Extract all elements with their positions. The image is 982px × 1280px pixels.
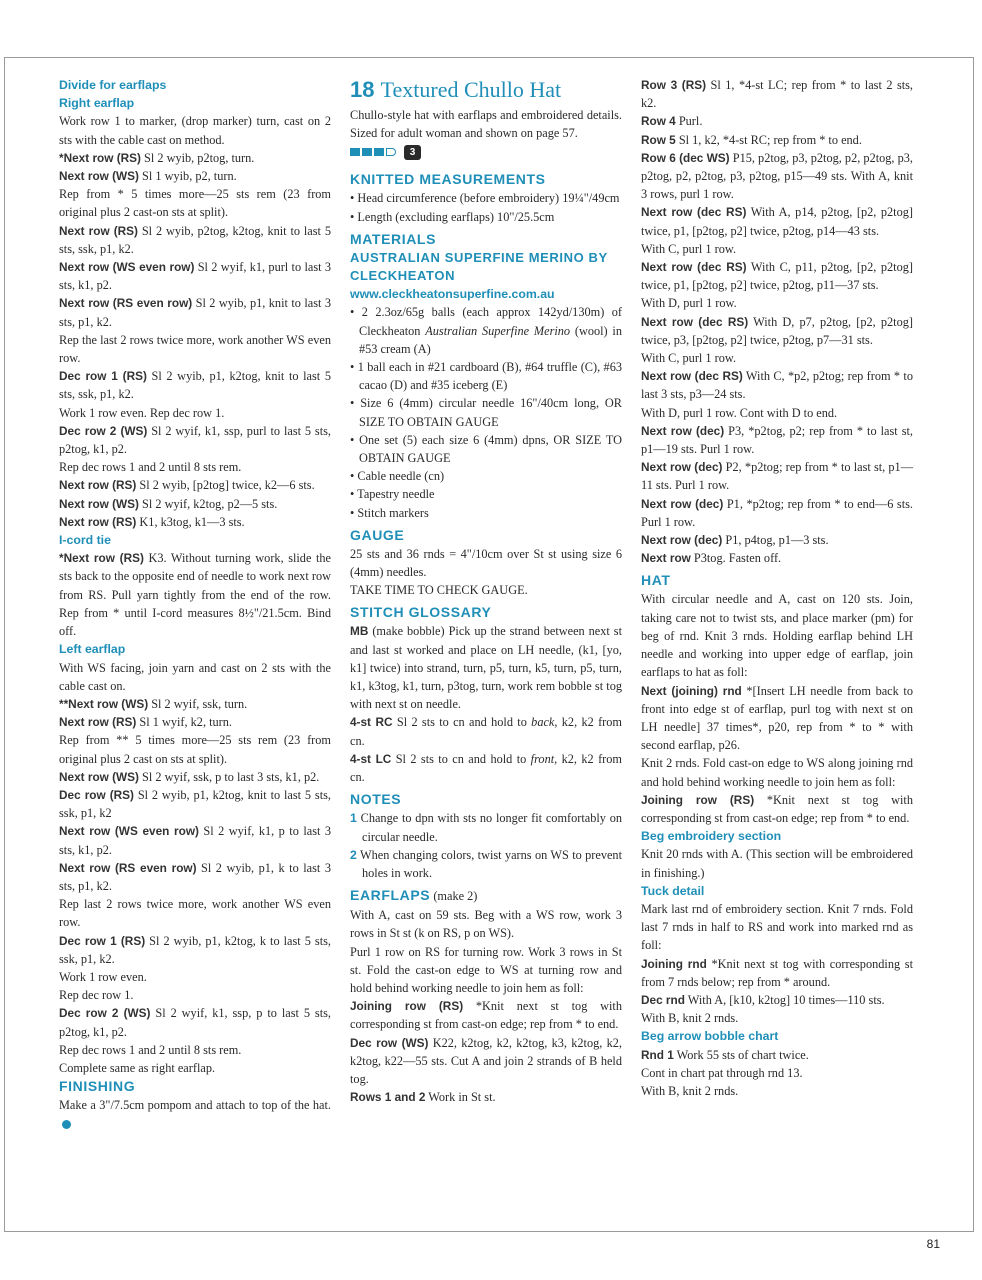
instruction-paragraph — [641, 76, 913, 112]
bullet-icon: • — [350, 209, 358, 224]
instruction-paragraph — [641, 349, 913, 367]
instruction-label: Dec row (RS) — [59, 787, 134, 802]
instruction-paragraph — [350, 713, 622, 749]
instruction-paragraph — [350, 1034, 622, 1089]
instruction-text: With A, p14, p2tog, [p2, p2tog] twice, p1, [p2tog, p2] twice, p2tog, p14—43 sts. — [641, 205, 913, 238]
subsection-heading: I-cord tie — [59, 533, 111, 548]
instruction-text: Sl 2 sts to cn and hold to — [392, 715, 532, 730]
instruction-text: Size 6 (4mm) circular needle 16"/40cm long, OR SIZE TO OBTAIN GAUGE — [359, 396, 622, 429]
yarn-website: www.cleckheatonsuperfine.com.au — [350, 287, 555, 302]
instruction-paragraph — [350, 906, 622, 942]
instruction-label: Row 5 — [641, 132, 676, 147]
instruction-label: Dec row 2 (WS) — [59, 423, 148, 438]
skill-level-badge: 3 — [404, 145, 421, 160]
instruction-text: Sl 1, k2, *4-st RC; rep from * to end. — [675, 132, 862, 147]
instruction-paragraph — [641, 682, 913, 755]
instruction-text: Sl 2 wyif, k1, p to last 3 sts, k1, p2. — [59, 824, 332, 857]
instruction-label: Next row (dec) — [641, 423, 725, 438]
instruction-text-tail: , k2, k2 from cn. — [350, 751, 622, 785]
instruction-paragraph — [350, 750, 622, 786]
instruction-text: Sl 2 sts to cn and hold to — [391, 751, 531, 766]
instruction-text: Work 1 row even. Rep dec row 1. — [59, 405, 225, 420]
instruction-paragraph — [59, 822, 331, 858]
instruction-paragraph — [59, 986, 331, 1004]
instruction-text: Rep dec rows 1 and 2 until 8 sts rem. — [59, 1042, 242, 1057]
skill-bar-icon — [362, 148, 372, 156]
instruction-paragraph — [641, 458, 913, 494]
instruction-paragraph — [641, 549, 913, 567]
instruction-paragraph — [641, 900, 913, 955]
instruction-label: Dec row 1 (RS) — [59, 933, 146, 948]
instruction-label: MB — [350, 624, 369, 639]
instruction-label: Dec row 2 (WS) — [59, 1006, 151, 1021]
bullet-icon: • — [350, 487, 358, 502]
instruction-text: Make a 3"/7.5cm pompom and attach to top of the hat. — [59, 1098, 331, 1113]
instruction-text: With B, knit 2 rnds. — [641, 1083, 739, 1098]
instruction-label: Row 6 (dec WS) — [641, 150, 730, 165]
instruction-text: P3, *p2tog, p2; rep from * to last st, p1—19 sts. Purl 1 row. — [641, 423, 913, 457]
instruction-paragraph — [350, 581, 622, 599]
instruction-text: Cable needle (cn) — [357, 469, 445, 484]
instruction-text: Purl. — [675, 114, 703, 129]
instruction-text: Sl 2 wyib, p2tog, k2tog, knit to last 5 sts, ssk, p1, k2. — [59, 223, 331, 256]
materials-list-item — [350, 303, 622, 358]
instruction-text: Head circumference (before embroidery) 19¼"/49cm — [357, 191, 620, 206]
instruction-paragraph — [641, 754, 913, 790]
instruction-paragraph — [641, 404, 913, 422]
instruction-text: When changing colors, twist yarns on WS to prevent holes in work. — [360, 847, 622, 880]
materials-list-item — [350, 208, 622, 226]
instruction-text: Rep the last 2 rows twice more, work another WS even row. — [59, 332, 331, 366]
instruction-text: Work in St st. — [425, 1090, 496, 1105]
bullet-icon: • — [350, 360, 358, 375]
materials-list-item — [350, 504, 622, 522]
skill-level-indicator — [350, 142, 622, 162]
instruction-text: P15, p2tog, p3, p2tog, p2, p2tog, p3, p2tog, p2, p2tog, p3, p2tog, p15—49 sts. With A, knit 3 rows, purl 1 row. — [641, 150, 913, 202]
instruction-label: Next row (dec) — [641, 533, 723, 548]
instruction-paragraph — [350, 1088, 622, 1106]
bullet-icon: • — [350, 432, 360, 447]
page-number: 81 — [926, 1237, 940, 1251]
instruction-label: Dec rnd — [641, 992, 685, 1007]
instruction-label: Next row (RS) — [59, 223, 138, 238]
section-heading — [350, 603, 622, 622]
instruction-text: One set (5) each size 6 (4mm) dpns, OR SIZE TO OBTAIN GAUGE — [359, 432, 622, 466]
instruction-text: 25 sts and 36 rnds = 4"/10cm over St st using size 6 (4mm) needles. — [350, 546, 622, 580]
instruction-text: K3. Without turning work, slide the sts back to the opposite end of needle to work next row from RS. Pull yarn tightly from the end of the row. Rep from * until I-cord measures 8½"/21.5cm. Bind off. — [59, 551, 331, 639]
instruction-text: Complete same as right earflap. — [59, 1060, 216, 1075]
subsection-heading: Right earflap — [59, 96, 135, 111]
instruction-text: Sl 2 wyib, [p2tog] twice, k2—6 sts. — [136, 478, 315, 493]
instruction-text: Sl 1, *4-st LC; rep from * to last 2 sts, k2. — [641, 78, 914, 111]
instruction-paragraph — [59, 112, 331, 148]
instruction-label: Next row (RS) — [59, 478, 137, 493]
instruction-paragraph — [641, 149, 913, 204]
section-heading-note: (make 2) — [430, 889, 478, 904]
italic-text: back — [531, 715, 555, 730]
instruction-text: 2 2.3oz/65g balls (each approx 142yd/130m) of Cleckheaton — [359, 305, 622, 338]
instruction-text: Tapestry needle — [357, 487, 435, 502]
instruction-paragraph — [59, 167, 331, 185]
instruction-label: Next row (dec RS) — [641, 205, 747, 220]
instruction-label: Next row (WS even row) — [59, 260, 195, 275]
instruction-text: With A, cast on 59 sts. Beg with a WS row, work 3 rows in St st (k on RS, p on WS). — [350, 908, 622, 941]
instruction-paragraph — [641, 845, 913, 881]
column-3 — [641, 76, 913, 1100]
instruction-paragraph — [641, 258, 913, 294]
instruction-paragraph — [641, 955, 913, 991]
instruction-paragraph — [641, 991, 913, 1009]
subsection-heading: Beg arrow bobble chart — [641, 1029, 779, 1044]
instruction-text: TAKE TIME TO CHECK GAUGE. — [350, 583, 528, 598]
instruction-text: K22, k2tog, k2, k2tog, k3, k2tog, k2, k2tog, k22—55 sts. Cut A and join 2 strands of B held tog. — [350, 1035, 622, 1086]
instruction-paragraph — [59, 968, 331, 986]
instruction-label: Row 3 (RS) — [641, 78, 707, 92]
instruction-label: 4-st RC — [350, 715, 393, 730]
subsection-heading: Divide for earflaps — [59, 78, 167, 92]
instruction-text-tail: , k2, k2 from cn. — [350, 715, 622, 748]
instruction-text: Rep dec rows 1 and 2 until 8 sts rem. — [59, 460, 242, 475]
instruction-paragraph — [59, 768, 331, 786]
note-item — [350, 846, 622, 882]
instruction-label: Row 4 — [641, 114, 676, 129]
instruction-text: Rep from * 5 times more—25 sts rem (23 from original plus 2 cast-on sts at split). — [59, 187, 331, 220]
instruction-paragraph — [59, 458, 331, 476]
instruction-paragraph — [59, 695, 331, 713]
materials-list-item — [350, 431, 622, 467]
section-heading — [350, 170, 622, 189]
bullet-icon: • — [350, 396, 361, 411]
instruction-text: With C, p11, p2tog, [p2, p2tog] twice, p1, [p2tog, p2] twice, p2tog, p11—37 sts. — [641, 260, 913, 293]
bullet-icon: • — [350, 505, 358, 520]
instruction-paragraph — [59, 731, 331, 767]
instruction-text: *Knit next st tog with corresponding st from cast-on edge; rep from * to end. — [350, 999, 622, 1032]
instruction-text: Work 55 sts of chart twice. — [673, 1047, 809, 1062]
instruction-text: With WS facing, join yarn and cast on 2 sts with the cable cast on. — [59, 660, 331, 693]
instruction-text: Knit 2 rnds. Fold cast-on edge to WS along joining rnd and hold behind working needle to join hem as foll: — [641, 756, 913, 789]
materials-list-item — [350, 394, 622, 430]
instruction-paragraph — [59, 294, 331, 330]
instruction-label: Joining row (RS) — [350, 999, 464, 1014]
instruction-text: Rep from ** 5 times more—25 sts rem (23 from original plus 2 cast on sts at split). — [59, 733, 331, 766]
materials-list-item — [350, 358, 622, 394]
instruction-text: P1, p4tog, p1—3 sts. — [722, 533, 829, 548]
instruction-text: With B, knit 2 rnds. — [641, 1011, 739, 1026]
instruction-text: Sl 2 wyif, ssk, turn. — [148, 696, 248, 711]
skill-bar-icon — [350, 148, 360, 156]
instruction-text: *Knit next st tog with corresponding st from 7 rnds below; rep from * around. — [641, 956, 913, 989]
instruction-paragraph — [59, 495, 331, 513]
subsection-heading: Left earflap — [59, 642, 126, 657]
column-2 — [350, 76, 622, 1106]
instruction-text: P2, *p2tog; rep from * to last st, p1—11 sts. Purl 1 row. — [641, 460, 913, 493]
instruction-label: Next row (WS even row) — [59, 824, 199, 839]
column-2-body — [350, 170, 622, 1106]
instruction-paragraph — [59, 331, 331, 367]
materials-list-item — [350, 485, 622, 503]
instruction-text: Sl 2 wyib, p1, k2tog, knit to last 5 sts, ssk, p1, k2 — [59, 787, 331, 821]
italic-text: Australian Superfine Merino — [425, 323, 571, 338]
instruction-text: K1, k3tog, k1—3 sts. — [136, 514, 245, 529]
instruction-label: **Next row (WS) — [59, 696, 149, 711]
section-heading — [350, 526, 622, 545]
materials-list-item — [350, 467, 622, 485]
instruction-text: (make bobble) Pick up the strand between next st and last st worked and place on LH needle, (k1, [yo, k1] twice) into strand, turn, p5, turn, k5, turn, p5, turn, k1, k3tog, k1, turn, p3tog, turn, work rem bobble st tog with next st on needle. — [350, 624, 622, 712]
instruction-label: Next row (WS) — [59, 169, 139, 184]
instruction-text: Sl 2 wyif, k1, ssp, purl to last 5 sts, p2tog, k1, p2. — [59, 423, 331, 457]
instruction-paragraph — [641, 240, 913, 258]
instruction-paragraph — [59, 149, 331, 167]
instruction-paragraph — [641, 1046, 913, 1064]
instruction-paragraph — [350, 545, 622, 581]
instruction-paragraph — [59, 549, 331, 640]
instruction-paragraph — [59, 404, 331, 422]
instruction-text: *Knit next st tog with corresponding st from cast-on edge; rep from * to end. — [641, 792, 913, 825]
instruction-label: Next row (RS) — [59, 514, 137, 529]
instruction-text: Stitch markers — [357, 505, 429, 520]
instruction-paragraph — [641, 531, 913, 549]
skill-bar-empty-icon — [386, 148, 396, 156]
instruction-text: Sl 2 wyib, p1, k2tog, k to last 5 sts, ssk, p1, k2. — [59, 933, 331, 966]
instruction-paragraph — [59, 659, 331, 695]
instruction-label: *Next row (RS) — [59, 551, 144, 566]
instruction-text: Rep dec row 1. — [59, 988, 134, 1003]
instruction-paragraph — [641, 131, 913, 149]
instruction-text: Purl 1 row on RS for turning row. Work 3 rows in St st. Fold the cast-on edge to WS at turning row and hold behind working needle to join hem as foll: — [350, 944, 622, 995]
instruction-label: Next (joining) rnd — [641, 683, 742, 698]
instruction-label: Next row (dec RS) — [641, 314, 749, 329]
instruction-label: Rows 1 and 2 — [350, 1090, 426, 1105]
section-heading-text: HAT — [641, 572, 671, 589]
skill-bar-icon — [374, 148, 384, 156]
instruction-text: Sl 2 wyif, k1, purl to last 3 sts, k1, p2. — [59, 260, 331, 293]
end-of-pattern-icon — [62, 1120, 71, 1129]
instruction-text: Knit 20 rnds with A. (This section will be embroidered in finishing.) — [641, 847, 913, 880]
note-item — [350, 809, 622, 845]
instruction-paragraph — [59, 895, 331, 931]
instruction-label: Next row (dec) — [641, 460, 723, 475]
subsection-heading: Beg embroidery section — [641, 829, 782, 844]
instruction-text: Length (excluding earflaps) 10"/25.5cm — [357, 209, 555, 224]
bullet-icon: • — [350, 191, 358, 206]
instruction-label: Next row (WS) — [59, 496, 139, 511]
instruction-paragraph — [59, 422, 331, 458]
instruction-paragraph — [59, 513, 331, 531]
instruction-text: *[Insert LH needle from back to front into edge st of earflap, purl tog with next st on LH needle] 37 times*, p20, rep from * to * with second earflap, p26. — [641, 683, 913, 753]
instruction-text: Sl 1 wyib, p2, turn. — [138, 169, 237, 184]
instruction-label: Dec row 1 (RS) — [59, 369, 147, 384]
instruction-label: Rnd 1 — [641, 1047, 674, 1062]
section-heading — [350, 230, 622, 249]
bullet-icon: • — [350, 469, 358, 484]
instruction-text-tail: (wool) in #53 cream (A) — [359, 323, 622, 356]
instruction-paragraph — [59, 476, 331, 494]
instruction-text: With D, purl 1 row. — [641, 296, 737, 311]
pattern-number: 18 — [350, 77, 375, 102]
section-heading — [350, 790, 622, 809]
instruction-paragraph — [59, 367, 331, 403]
instruction-text: With circular needle and A, cast on 120 sts. Join, taking care not to twist sts, and place marker (pm) for beg of rnd. Knit 3 rnds. Holding earflap behind LH needle and working into upper edge of earflap, join earflaps to hat as foll: — [641, 592, 913, 680]
section-heading — [641, 571, 913, 590]
italic-text: front — [530, 751, 555, 766]
section-heading-text: KNITTED MEASUREMENTS — [350, 171, 546, 188]
instruction-text: Sl 2 wyib, p1, knit to last 3 sts, p1, k2. — [59, 296, 331, 329]
instruction-label: 4-st LC — [350, 751, 392, 766]
instruction-paragraph — [59, 1059, 331, 1077]
instruction-text: With C, purl 1 row. — [641, 241, 737, 256]
instruction-paragraph — [641, 590, 913, 681]
instruction-paragraph — [59, 258, 331, 294]
pattern-name: Textured Chullo Hat — [380, 77, 562, 102]
section-heading — [59, 1077, 331, 1096]
instruction-paragraph — [59, 1004, 331, 1040]
instruction-label: Joining row (RS) — [641, 792, 755, 807]
instruction-label: Next row (WS) — [59, 769, 139, 784]
instruction-text: Rep last 2 rows twice more, work another WS even row. — [59, 897, 331, 930]
instruction-text: Cont in chart pat through rnd 13. — [641, 1065, 803, 1080]
instruction-label: Next row (dec RS) — [641, 369, 743, 384]
section-heading-text: MATERIALS — [350, 230, 437, 247]
instruction-text: Work 1 row even. — [59, 969, 147, 984]
instruction-paragraph — [350, 622, 622, 713]
instruction-paragraph — [59, 713, 331, 731]
instruction-paragraph — [641, 1082, 913, 1100]
instruction-text: 1 ball each in #21 cardboard (B), #64 truffle (C), #63 cacao (D) and #35 iceberg (E) — [357, 360, 622, 393]
note-number: 2 — [350, 847, 357, 862]
instruction-text: With D, purl 1 row. Cont with D to end. — [641, 405, 838, 420]
section-heading — [350, 886, 622, 906]
section-heading-text: GAUGE — [350, 526, 405, 543]
instruction-paragraph — [59, 222, 331, 258]
materials-list-item — [350, 189, 622, 207]
section-heading-text: NOTES — [350, 791, 402, 808]
instruction-paragraph — [641, 112, 913, 130]
yarn-brand: AUSTRALIAN SUPERFINE MERINO BY CLECKHEATON — [350, 249, 608, 284]
instruction-label: Dec row (WS) — [350, 1035, 429, 1050]
pattern-title — [350, 76, 622, 104]
instruction-paragraph — [59, 1041, 331, 1059]
instruction-paragraph — [641, 1064, 913, 1082]
instruction-text: With C, *p2, p2tog; rep from * to last 3 sts, p3—24 sts. — [641, 369, 913, 402]
instruction-paragraph — [641, 495, 913, 531]
section-heading-text: EARFLAPS — [350, 887, 431, 904]
instruction-text: Sl 2 wyif, k1, ssp, p to last 5 sts, p2tog, k1, p2. — [59, 1006, 331, 1039]
instruction-text: Sl 2 wyif, k2tog, p2—5 sts. — [138, 496, 278, 511]
instruction-text: Work row 1 to marker, (drop marker) turn, cast on 2 sts with the cable cast on method. — [59, 114, 331, 147]
instruction-paragraph — [59, 185, 331, 221]
instruction-label: Next row (RS even row) — [59, 296, 193, 311]
instruction-paragraph — [641, 313, 913, 349]
instruction-label: Next row (RS even row) — [59, 860, 197, 875]
instruction-text: P3tog. Fasten off. — [690, 551, 782, 566]
instruction-text: With D, p7, p2tog, [p2, p2tog] twice, p3, [p2tog, p2] twice, p2tog, p7—31 sts. — [641, 314, 913, 347]
instruction-label: *Next row (RS) — [59, 150, 141, 165]
instruction-text: Sl 1 wyif, k2, turn. — [136, 715, 232, 730]
instruction-paragraph — [59, 932, 331, 968]
instruction-paragraph — [59, 859, 331, 895]
instruction-text: Sl 2 wyib, p2tog, turn. — [140, 150, 255, 165]
instruction-paragraph — [59, 1096, 331, 1132]
instruction-text: Sl 2 wyif, ssk, p to last 3 sts, k1, p2. — [138, 769, 320, 784]
instruction-text: With C, purl 1 row. — [641, 351, 737, 366]
section-heading-text: FINISHING — [59, 1078, 136, 1095]
instruction-text: Sl 2 wyib, p1, k to last 3 sts, p1, k2. — [59, 860, 331, 893]
instruction-paragraph — [59, 786, 331, 822]
subsection-heading: Tuck detail — [641, 883, 705, 898]
instruction-text: Mark last rnd of embroidery section. Knit 7 rnds. Fold last 7 rnds in half to RS and work into marked rnd as foll: — [641, 901, 913, 953]
instruction-text: Change to dpn with sts no longer fit comfortably on circular needle. — [360, 811, 623, 844]
instruction-paragraph — [350, 943, 622, 998]
instruction-text: Sl 2 wyib, p1, k2tog, knit to last 5 sts, ssk, p1, k2. — [59, 369, 331, 402]
instruction-label: Next row (RS) — [59, 715, 137, 730]
instruction-paragraph — [641, 422, 913, 458]
instruction-label: Joining rnd — [641, 956, 707, 971]
instruction-label: Next row — [641, 551, 691, 566]
instruction-paragraph — [641, 791, 913, 827]
instruction-paragraph — [641, 203, 913, 239]
instruction-text: P1, *p2tog; rep from * to end—6 sts. Purl 1 row. — [641, 496, 913, 529]
instruction-paragraph — [641, 1009, 913, 1027]
instruction-paragraph — [641, 367, 913, 403]
pattern-intro: Chullo-style hat with earflaps and embroidered details. Sized for adult woman and shown on page 57. — [350, 108, 622, 141]
section-heading-text: STITCH GLOSSARY — [350, 604, 492, 621]
instruction-paragraph — [350, 997, 622, 1033]
bullet-icon: • — [350, 305, 362, 320]
instruction-label: Next row (dec) — [641, 496, 724, 511]
column-1 — [59, 76, 331, 1133]
note-number: 1 — [350, 811, 357, 826]
instruction-paragraph — [641, 294, 913, 312]
instruction-label: Next row (dec RS) — [641, 260, 747, 275]
instruction-text: With A, [k10, k2tog] 10 times—110 sts. — [684, 992, 885, 1007]
